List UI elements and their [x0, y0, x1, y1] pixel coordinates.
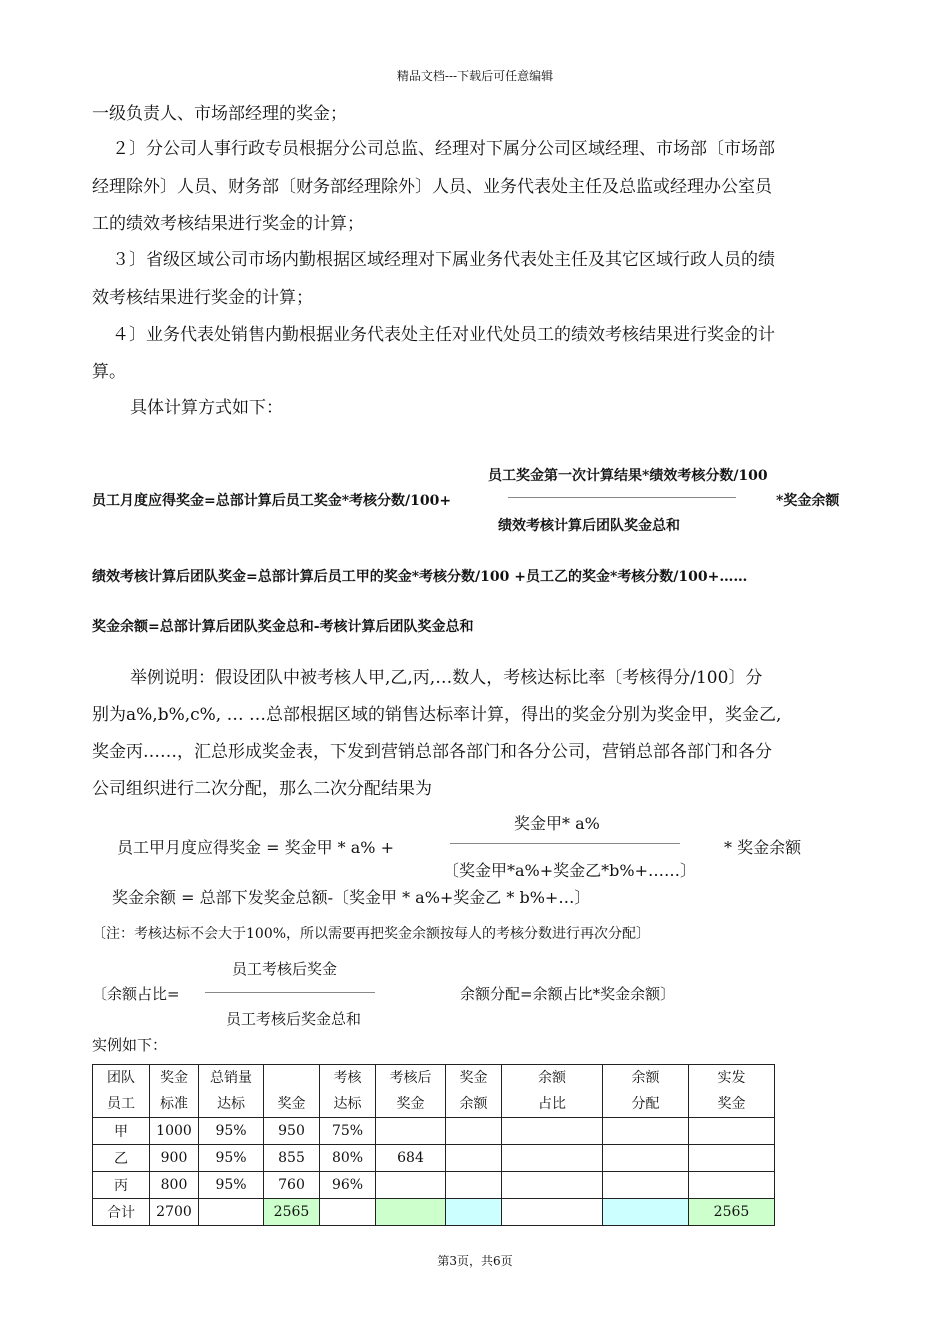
header-cell: 奖金 标准 [150, 1065, 199, 1118]
table-cell: 96% [320, 1172, 376, 1199]
example-line: 公司组织进行二次分配，那么二次分配结果为 [92, 779, 432, 799]
ratio-left: 〔余额占比= [92, 985, 180, 1003]
formula5: 奖金余额 = 总部下发奖金总额-〔奖金甲 * a%+奖金乙 * b%+…〕 [112, 888, 591, 907]
table-total-row [93, 1199, 775, 1226]
formula4-left: 员工甲月度应得奖金 = 奖金甲 * a% + [117, 838, 394, 857]
table-cell: 80% [320, 1145, 376, 1172]
header-cell: 考核后 奖金 [376, 1065, 446, 1118]
table-cell [603, 1145, 689, 1172]
table-cell-highlight [376, 1199, 446, 1226]
paragraph-line: ３〕省级区域公司市场内勤根据区域经理对下属业务代表处主任及其它区域行政人员的绩 [112, 250, 775, 270]
table-cell: 684 [376, 1145, 446, 1172]
table-cell: 855 [264, 1145, 320, 1172]
table-cell: 乙 [93, 1145, 150, 1172]
header-cell: 实发 奖金 [689, 1065, 775, 1118]
formula1-denominator: 绩效考核计算后团队奖金总和 [498, 518, 680, 534]
ratio-denominator: 员工考核后奖金总和 [226, 1010, 362, 1028]
paragraph-line: ２〕分公司人事行政专员根据分公司总监、经理对下属分公司区域经理、市场部〔市场部 [112, 139, 775, 159]
table-cell: 900 [150, 1145, 199, 1172]
table-cell [376, 1172, 446, 1199]
table-row [93, 1172, 775, 1199]
table-row [93, 1145, 775, 1172]
header-cell: 余额 占比 [502, 1065, 603, 1118]
table-cell [376, 1118, 446, 1145]
table-cell: 75% [320, 1118, 376, 1145]
table-cell: 95% [199, 1172, 264, 1199]
table-cell [199, 1199, 264, 1226]
header-cell: 奖金 余额 [446, 1065, 502, 1118]
header-cell: 团队 员工 [93, 1065, 150, 1118]
table-cell [502, 1199, 603, 1226]
table-cell [603, 1118, 689, 1145]
fraction-bar [205, 992, 375, 993]
table-cell: 95% [199, 1145, 264, 1172]
table-cell-highlight [446, 1199, 502, 1226]
paragraph-line: 效考核结果进行奖金的计算； [92, 288, 313, 308]
table-header-row [93, 1065, 775, 1118]
table-cell [603, 1172, 689, 1199]
table-cell: 合计 [93, 1199, 150, 1226]
table-cell: 95% [199, 1118, 264, 1145]
table-cell-highlight: 2565 [264, 1199, 320, 1226]
formula3: 奖金余额=总部计算后团队奖金总和-考核计算后团队奖金总和 [92, 619, 474, 635]
table-cell: 2700 [150, 1199, 199, 1226]
table-cell [502, 1145, 603, 1172]
table-cell [689, 1172, 775, 1199]
table-cell [502, 1118, 603, 1145]
paragraph-line: 经理除外〕人员、财务部〔财务部经理除外〕人员、业务代表处主任及总监或经理办公室员 [92, 177, 772, 197]
table-cell-highlight [603, 1199, 689, 1226]
example-line: 别为a%,b%,c%, … …总部根据区域的销售达标率计算，得出的奖金分别为奖金甲，奖金乙, [92, 705, 782, 725]
table-cell: 760 [264, 1172, 320, 1199]
paragraph-line: ４〕业务代表处销售内勤根据业务代表处主任对业代处员工的绩效考核结果进行奖金的计 [112, 325, 775, 345]
example-line: 举例说明：假设团队中被考核人甲,乙,丙,…数人，考核达标比率〔考核得分/100〕分 [130, 668, 763, 688]
table-cell [446, 1145, 502, 1172]
page-footer: 第3页，共6页 [437, 1254, 513, 1268]
note: 〔注：考核达标不会大于100%，所以需要再把奖金余额按每人的考核分数进行再次分配〕 [92, 926, 651, 942]
table-cell [502, 1172, 603, 1199]
fraction-bar [450, 843, 680, 844]
table-cell: 甲 [93, 1118, 150, 1145]
formula4-right: * 奖金余额 [724, 838, 802, 857]
ratio-right: 余额分配=余额占比*奖金余额〕 [460, 985, 676, 1003]
table-cell: 950 [264, 1118, 320, 1145]
example-line: 奖金丙……，汇总形成奖金表，下发到营销总部各部门和各分公司，营销总部各部门和各分 [92, 742, 772, 762]
paragraph-line: 工的绩效考核结果进行奖金的计算； [92, 214, 364, 234]
table-cell [320, 1199, 376, 1226]
table-cell: 1000 [150, 1118, 199, 1145]
formula2: 绩效考核计算后团队奖金=总部计算后员工甲的奖金*考核分数/100 +员工乙的奖金*考核分数/100+…… [92, 569, 748, 585]
paragraph-line: 一级负责人、市场部经理的奖金； [92, 104, 347, 124]
header-cell: 总销量 达标 [199, 1065, 264, 1118]
table-cell [446, 1172, 502, 1199]
fraction-bar [508, 497, 736, 498]
header-cell: 奖金 [264, 1065, 320, 1118]
table-cell: 800 [150, 1172, 199, 1199]
ratio-numerator: 员工考核后奖金 [232, 960, 338, 978]
table-cell [689, 1118, 775, 1145]
table-cell: 丙 [93, 1172, 150, 1199]
formula4-numerator: 奖金甲* a% [514, 814, 600, 833]
table-title: 实例如下： [92, 1036, 168, 1054]
formula1-right: *奖金余额 [776, 493, 840, 509]
header-cell: 考核 达标 [320, 1065, 376, 1118]
formula4-denominator: 〔奖金甲*a%+奖金乙*b%+……〕 [443, 861, 697, 880]
bonus-table [92, 1064, 775, 1226]
table-cell-highlight: 2565 [689, 1199, 775, 1226]
table-cell [446, 1118, 502, 1145]
formula1-left: 员工月度应得奖金=总部计算后员工奖金*考核分数/100+ [92, 493, 452, 509]
paragraph-line: 算。 [92, 362, 126, 382]
header-cell: 余额 分配 [603, 1065, 689, 1118]
page-header: 精品文档---下载后可任意编辑 [396, 69, 554, 83]
table-row [93, 1118, 775, 1145]
formula1-numerator: 员工奖金第一次计算结果*绩效考核分数/100 [488, 468, 768, 484]
table-cell [689, 1145, 775, 1172]
paragraph-line: 具体计算方式如下： [130, 398, 283, 418]
